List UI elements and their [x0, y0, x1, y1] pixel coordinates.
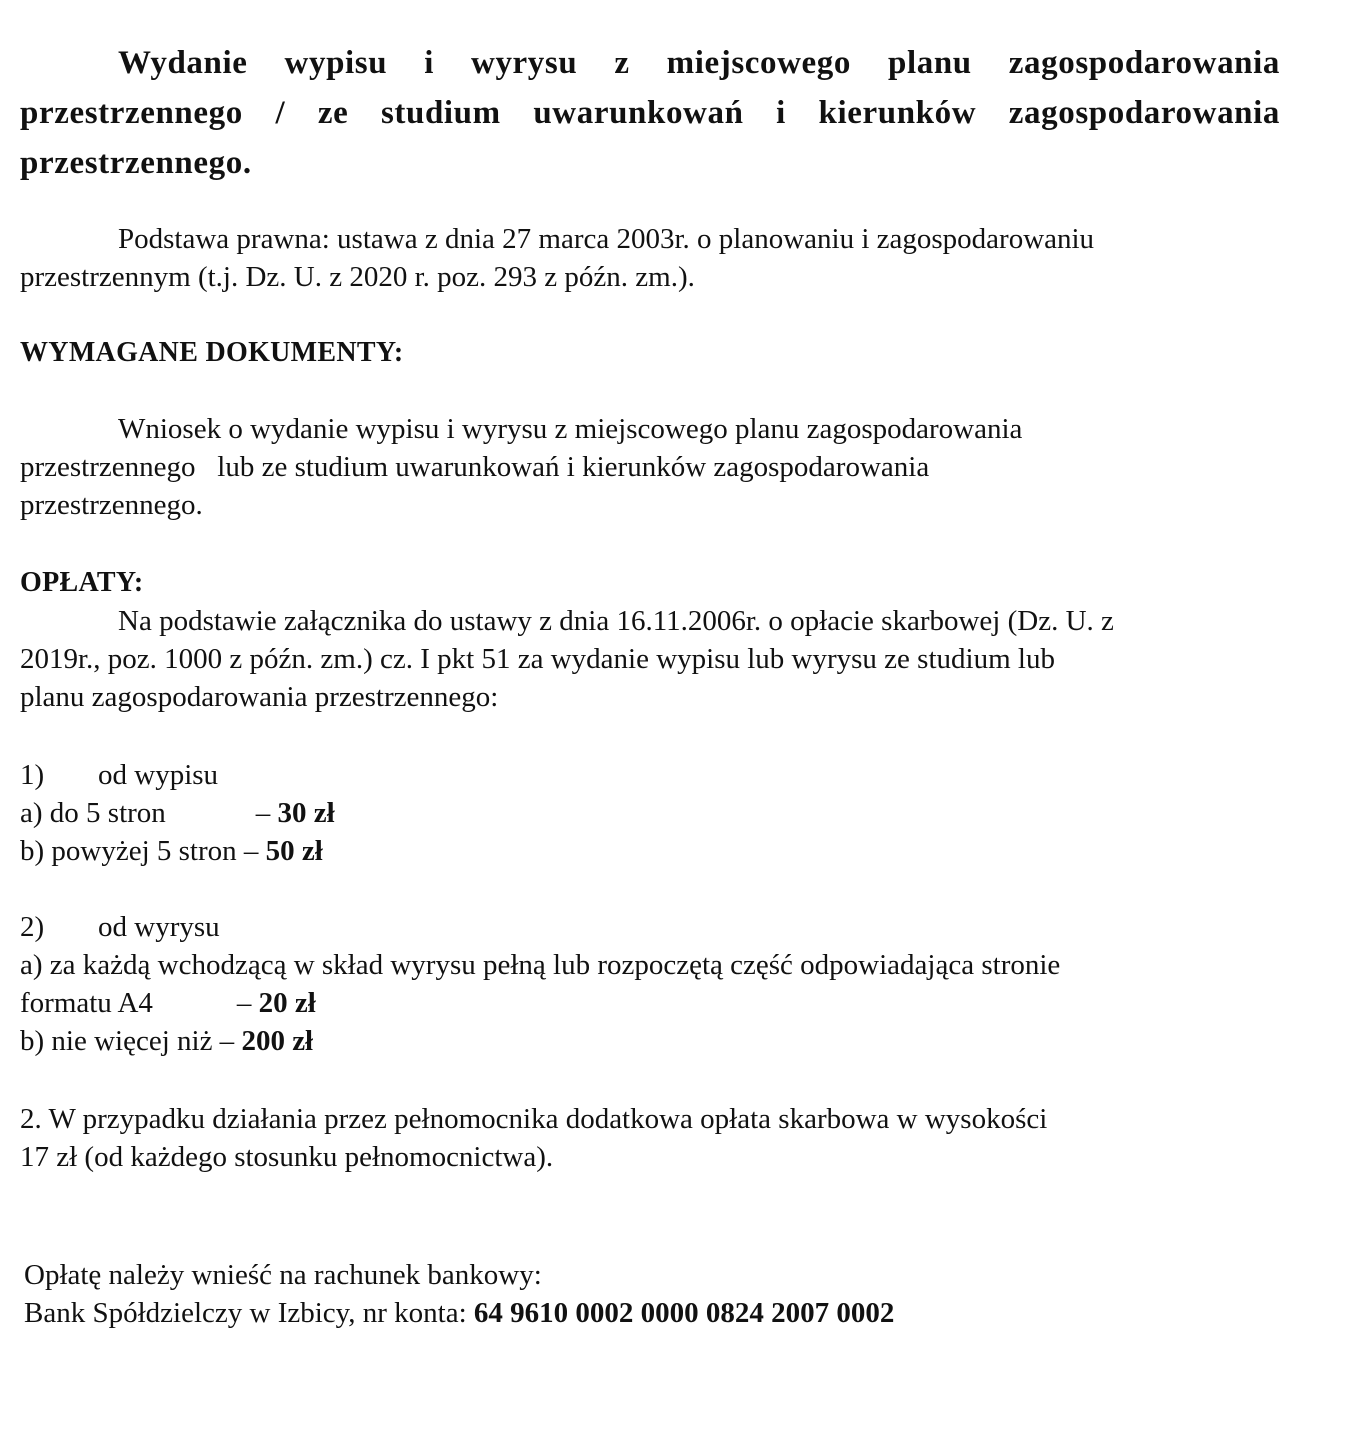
title-line-2: przestrzennego / ze studium uwarunkowań i kierunków zagospodarowania	[20, 95, 1280, 131]
required-documents-line-1: Wniosek o wydanie wypisu i wyrysu z miejscowego planu zagospodarowania	[118, 413, 1023, 445]
required-documents-line-2: przestrzennego lub ze studium uwarunkowań i kierunków zagospodarowania	[20, 451, 930, 483]
drawing-label: od wyrysu	[98, 911, 220, 943]
extract-number: 1)	[20, 759, 45, 791]
drawing-fee-b	[20, 1022, 1320, 1060]
extract-label: od wypisu	[98, 759, 219, 791]
document-title	[20, 38, 1280, 188]
fees-intro-line-3: planu zagospodarowania przestrzennego:	[20, 681, 499, 713]
extract-fee-b-label: b) powyżej 5 stron –	[20, 835, 266, 867]
payment-line-2	[24, 1294, 1324, 1332]
proxy-fee	[20, 1100, 1320, 1176]
title-line-1: Wydanie wypisu i wyrysu z miejscowego planu zagospodarowania	[118, 45, 1280, 81]
fees-heading: OPŁATY:	[20, 567, 144, 598]
proxy-fee-line-2: 17 zł (od każdego stosunku pełnomocnictwa).	[20, 1141, 554, 1173]
drawing-fee-a-label: formatu A4	[20, 987, 153, 1019]
drawing-heading	[20, 908, 1320, 946]
extract-heading	[20, 756, 1320, 794]
fees-section	[20, 564, 1320, 716]
extract-fee-a-label: a) do 5 stron	[20, 797, 166, 829]
drawing-fees	[20, 908, 1320, 1060]
proxy-fee-line-1: 2. W przypadku działania przez pełnomocnika dodatkowa opłata skarbowa w wysokości	[20, 1103, 1048, 1135]
extract-fee-b	[20, 832, 1320, 870]
fees-intro-line-1: Na podstawie załącznika do ustawy z dnia 16.11.2006r. o opłacie skarbowej (Dz. U. z	[118, 605, 1114, 637]
title-line-3: przestrzennego.	[20, 145, 252, 181]
required-documents-section	[20, 334, 1320, 372]
extract-fee-a-amount: 30 zł	[277, 797, 335, 829]
drawing-number: 2)	[20, 911, 45, 943]
extract-fee-b-amount: 50 zł	[265, 835, 323, 867]
drawing-fee-a-line-1: a) za każdą wchodzącą w skład wyrysu pełną lub rozpoczętą część odpowiadająca stronie	[20, 949, 1061, 981]
drawing-fee-b-amount: 200 zł	[241, 1025, 314, 1057]
extract-fee-a-dash: –	[255, 797, 278, 829]
drawing-fee-a-line-2	[20, 984, 1320, 1022]
payment-info	[24, 1256, 1324, 1332]
drawing-fee-a-dash: –	[236, 987, 259, 1019]
required-documents-body	[20, 410, 1320, 524]
fees-intro-line-2: 2019r., poz. 1000 z późn. zm.) cz. I pkt 51 za wydanie wypisu lub wyrysu ze studium lub	[20, 643, 1055, 675]
extract-fees	[20, 756, 1320, 870]
payment-line-1: Opłatę należy wnieść na rachunek bankowy:	[24, 1259, 542, 1291]
bank-label: Bank Spółdzielczy w Izbicy, nr konta:	[24, 1297, 474, 1329]
account-number: 64 9610 0002 0000 0824 2007 0002	[473, 1297, 895, 1329]
legal-basis	[20, 220, 1320, 296]
legal-basis-line-2: przestrzennym (t.j. Dz. U. z 2020 r. poz. 293 z późn. zm.).	[20, 261, 695, 293]
legal-basis-line-1: Podstawa prawna: ustawa z dnia 27 marca 2003r. o planowaniu i zagospodarowaniu	[118, 223, 1095, 255]
required-documents-line-3: przestrzennego.	[20, 489, 203, 521]
required-documents-heading: WYMAGANE DOKUMENTY:	[20, 337, 404, 368]
extract-fee-a	[20, 794, 1320, 832]
drawing-fee-b-label: b) nie więcej niż –	[20, 1025, 242, 1057]
drawing-fee-a-amount: 20 zł	[258, 987, 316, 1019]
